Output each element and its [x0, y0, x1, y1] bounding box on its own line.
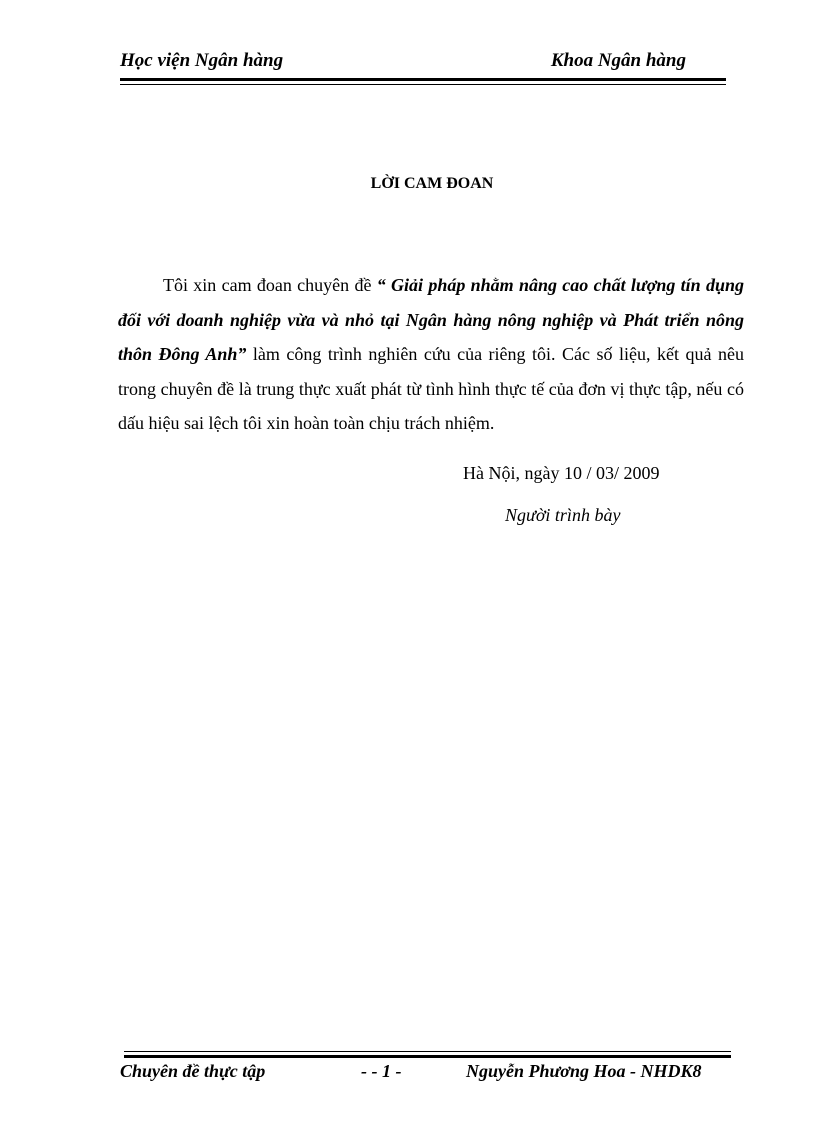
footer-page-number: - - 1 - — [361, 1061, 402, 1081]
header-institution: Học viện Ngân hàng — [120, 50, 284, 71]
declaration-rest: làm công trình nghiên cứu của riêng tôi. Các số liệu, kết quả nêu trong chuyên đề là trung thực xuất phát từ tình hình thực tế của đơn vị thực tập, nếu có dấu hiệu sai lệch tôi xin hoàn toàn chịu trách nhiệm. — [118, 344, 744, 433]
page-header — [120, 50, 726, 74]
declaration-paragraph — [118, 268, 744, 441]
page-title: LỜI CAM ĐOAN — [370, 175, 494, 192]
footer-divider — [124, 1051, 731, 1058]
page-footer — [120, 1061, 726, 1085]
declaration-lead: Tôi xin cam đoan chuyên đề — [163, 275, 377, 295]
signature-date: Hà Nội, ngày 10 / 03/ 2009 — [463, 463, 660, 483]
footer-author: Nguyễn Phương Hoa - NHDK8 — [466, 1061, 702, 1081]
footer-document-type: Chuyên đề thực tập — [120, 1061, 266, 1081]
header-divider — [120, 78, 726, 85]
declaration-topic: “ Giải pháp nhằm nâng cao chất lượng tín dụng đối với doanh nghiệp vừa và nhỏ tại Ngân hàng nông nghiệp và Phát triển nông thôn Đông Anh” — [118, 275, 744, 364]
header-faculty: Khoa Ngân hàng — [550, 50, 686, 71]
signature-signer: Người trình bày — [505, 505, 621, 525]
